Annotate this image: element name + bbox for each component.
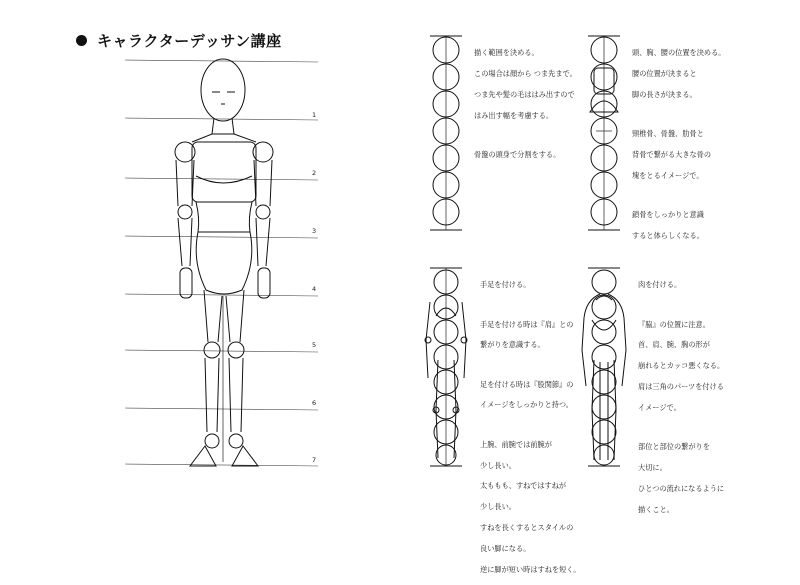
ruler-mark: 1 — [312, 111, 317, 119]
note-line: 描く範囲を決める。 — [474, 48, 539, 58]
main-figure — [175, 59, 273, 466]
note-line: この場合は顔から つま先まで。 — [474, 69, 577, 79]
note-line: 肉を付ける。 — [638, 280, 682, 290]
step-3-notes — [480, 270, 590, 585]
note-line: 鎖骨をしっかりと意識 — [632, 210, 704, 220]
ruler-mark: 3 — [312, 227, 317, 235]
page-title-text: キャラクターデッサン講座 — [97, 32, 282, 50]
note-line: はみ出す幅を考慮する。 — [474, 110, 554, 120]
note-line: 大切に。 — [638, 462, 667, 472]
ruler-mark: 2 — [312, 169, 317, 177]
note-line: イメージをしっかりと持つ。 — [480, 400, 573, 410]
note-line: 背骨で繋がる大きな骨の — [632, 150, 712, 160]
note-line: 手足を付ける時は『肩』との — [480, 319, 574, 329]
ruler-mark: 7 — [312, 456, 317, 464]
note-line: 良い脚になる。 — [480, 543, 531, 553]
note-line: 『脇』の位置に注意。 — [638, 319, 710, 329]
note-line: 少し長い。 — [480, 502, 516, 512]
ruler-mark: 5 — [312, 341, 317, 349]
note-line: つま先や髪の毛ははみ出すので — [474, 90, 575, 100]
step-3-figure — [425, 268, 467, 466]
note-line: 上腕、前腕では前腕が — [480, 439, 552, 449]
step-4-notes — [638, 270, 748, 525]
note-line: 少し長い。 — [480, 460, 516, 470]
ruler-mark: 4 — [312, 285, 317, 293]
step-1-figure — [430, 36, 462, 230]
step-2-notes — [632, 38, 752, 252]
note-line: 描くこと。 — [638, 504, 674, 514]
note-line: 塊をとるイメージで。 — [632, 170, 704, 180]
note-line: 手足を付ける。 — [480, 280, 531, 290]
note-line: イメージで。 — [638, 402, 681, 412]
note-line: ひとつの流れになるように — [638, 483, 725, 493]
note-line: 足を付ける時は『股関節』の — [480, 379, 574, 389]
note-line: 繋がりを意識する。 — [480, 340, 545, 350]
note-line: 崩れるとカッコ悪くなる。 — [638, 361, 725, 371]
step-1-notes — [474, 38, 594, 171]
note-line: 太ももも、すねではすねが — [480, 481, 567, 491]
note-line: 骨盤の頭身で分割をする。 — [474, 150, 561, 160]
ruler-mark: 6 — [312, 399, 317, 407]
note-line: 肩は三角のパーツを付ける — [638, 382, 724, 392]
note-line: 頸椎骨、骨盤、肋骨と — [632, 129, 704, 139]
note-line: 首、肩、腕、胸の形が — [638, 340, 710, 350]
note-line: 逆に脚が短い時はすねを短く。 — [480, 564, 581, 574]
note-line: すねを長くするとスタイルの — [480, 522, 574, 532]
note-line: 脚の長さが決まる。 — [632, 90, 697, 100]
note-line: 頭、胸、腰の位置を決める。 — [632, 48, 726, 58]
note-line: 部位と部位の繋がりを — [638, 442, 710, 452]
note-line: 腰の位置が決まると — [632, 69, 697, 79]
note-line: すると体らしくなる。 — [632, 230, 704, 240]
